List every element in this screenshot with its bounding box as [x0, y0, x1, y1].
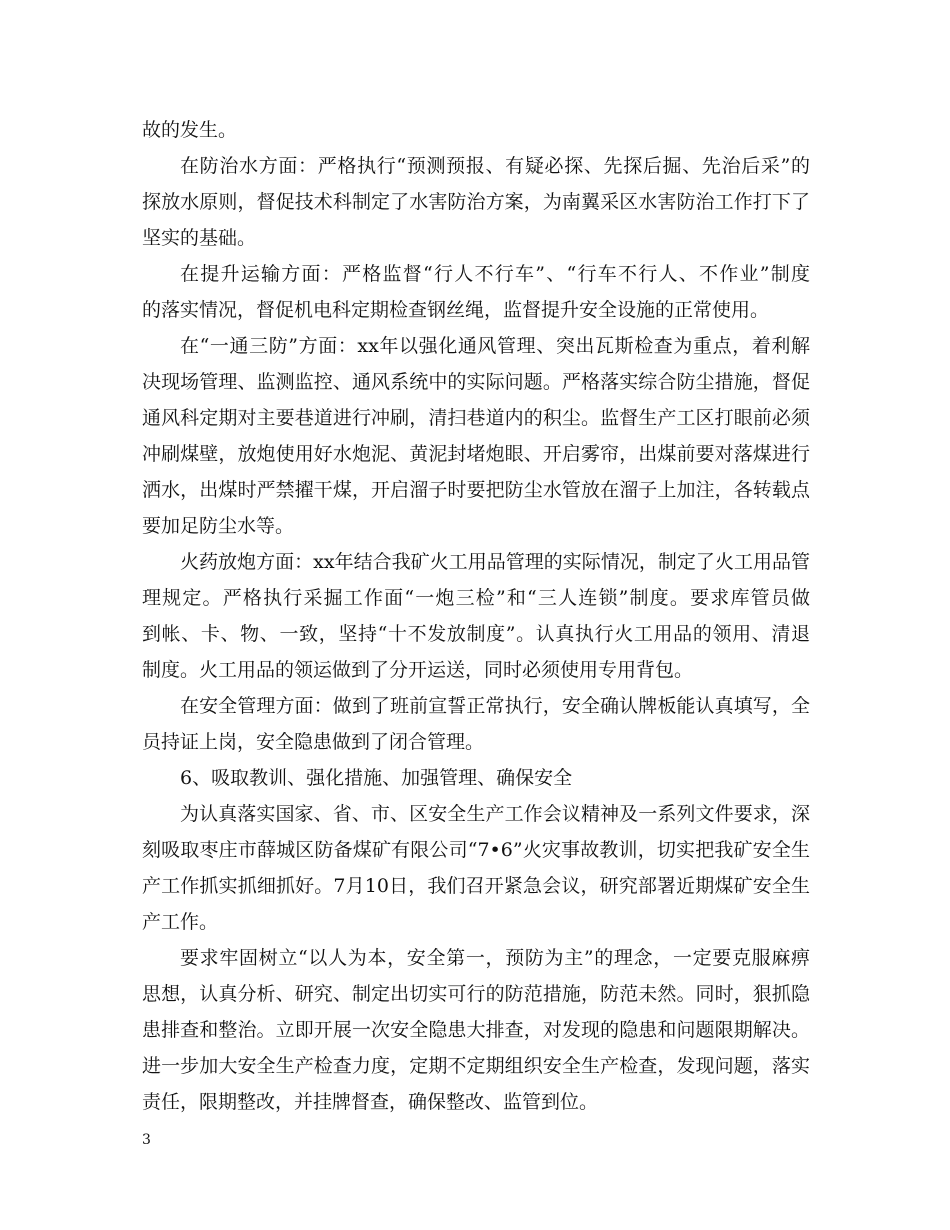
text-line: 员持证上岗，安全隐患做到了闭合管理。 [142, 731, 485, 753]
text-line: 在“一通三防”方面：xx年以强化通风管理、突出瓦斯检查为重点，着利解 [180, 335, 810, 357]
text-line: 洒水，出煤时严禁擢干煤，开启溜子时要把防尘水管放在溜子上加注，各转载点 [142, 479, 810, 501]
text-line: 制度。火工用品的领运做到了分开运送，同时必须使用专用背包。 [142, 659, 694, 681]
section-heading: 6、吸取教训、强化措施、加强管理、确保安全 [180, 767, 573, 789]
text-line: 要求牢固树立“以人为本，安全第一，预防为主”的理念，一定要克服麻痹 [180, 947, 810, 969]
text-line: 进一步加大安全生产检查力度，定期不定期组织安全生产检查，发现问题，落实 [142, 1055, 810, 1077]
text-line: 在防治水方面：严格执行“预测预报、有疑必探、先探后掘、先治后采”的 [180, 155, 810, 177]
text-line: 责任，限期整改，并挂牌督查，确保整改、监管到位。 [142, 1091, 599, 1113]
text-line: 决现场管理、监测监控、通风系统中的实际问题。严格落实综合防尘措施，督促 [142, 371, 810, 393]
text-line: 要加足防尘水等。 [142, 515, 295, 537]
text-line: 在安全管理方面：做到了班前宣誓正常执行，安全确认牌板能认真填写，全 [180, 695, 810, 717]
document-body [142, 112, 810, 1120]
text-line: 通风科定期对主要巷道进行冲刷，清扫巷道内的积尘。监督生产工区打眼前必须 [142, 407, 810, 429]
text-line: 思想，认真分析、研究、制定出切实可行的防范措施，防范未然。同时，狠抓隐 [142, 983, 810, 1005]
text-line: 火药放炮方面：xx年结合我矿火工用品管理的实际情况，制定了火工用品管 [180, 551, 810, 573]
text-line: 到帐、卡、物、一致，坚持“十不发放制度”。认真执行火工用品的领用、清退 [142, 623, 810, 645]
text-line: 的落实情况，督促机电科定期检查钢丝绳，监督提升安全设施的正常使用。 [142, 299, 770, 321]
text-line: 故的发生。 [142, 119, 238, 141]
text-line: 坚实的基础。 [142, 227, 257, 249]
page-number: 3 [142, 1132, 151, 1148]
text-line: 刻吸取枣庄市薛城区防备煤矿有限公司“7•6”火灾事故教训，切实把我矿安全生 [142, 839, 810, 861]
text-line: 在提升运输方面：严格监督“行人不行车”、“行车不行人、不作业”制度 [180, 263, 810, 285]
text-line: 产工作。 [142, 911, 219, 933]
text-line: 理规定。严格执行采掘工作面“一炮三检”和“三人连锁”制度。要求库管员做 [142, 587, 810, 609]
text-line: 为认真落实国家、省、市、区安全生产工作会议精神及一系列文件要求，深 [180, 803, 810, 825]
text-line: 冲刷煤壁，放炮使用好水炮泥、黄泥封堵炮眼、开启雾帘，出煤前要对落煤进行 [142, 443, 810, 465]
text-line: 患排查和整治。立即开展一次安全隐患大排查，对发现的隐患和问题限期解决。 [142, 1019, 810, 1041]
text-line: 产工作抓实抓细抓好。7月10日，我们召开紧急会议，研究部署近期煤矿安全生 [142, 875, 810, 897]
text-line: 探放水原则，督促技术科制定了水害防治方案，为南翼采区水害防治工作打下了 [142, 191, 810, 213]
